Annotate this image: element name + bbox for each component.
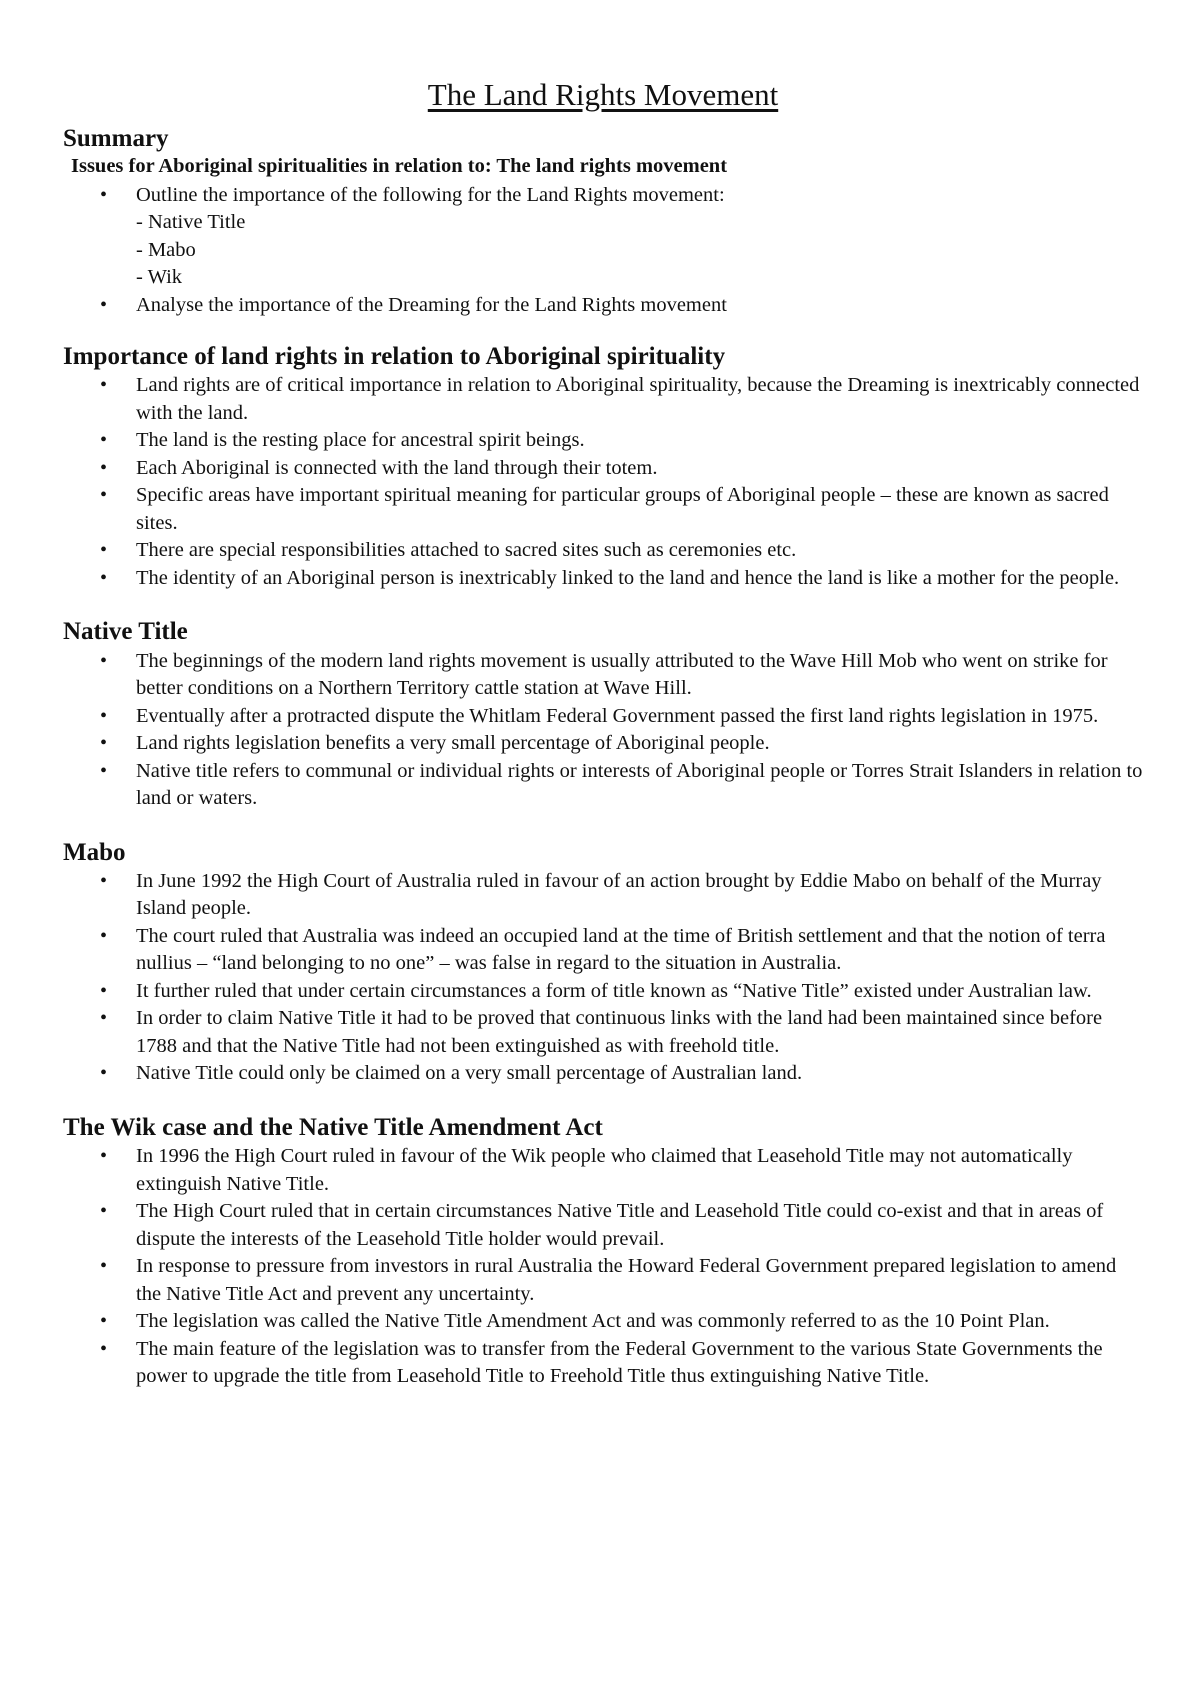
importance-list bbox=[63, 372, 1143, 592]
list-item: • The identity of an Aboriginal person is inextricably linked to the land and hence the land is like a mother for the people. bbox=[136, 565, 1143, 593]
list-item: • There are special responsibilities attached to sacred sites such as ceremonies etc. bbox=[136, 537, 1143, 565]
list-item bbox=[136, 182, 1143, 292]
mabo-list bbox=[63, 868, 1143, 1088]
summary-list bbox=[63, 182, 1143, 320]
list-item: • Specific areas have important spiritual meaning for particular groups of Aboriginal people – these are known as sacred sites. bbox=[136, 482, 1143, 537]
list-item: • The land is the resting place for ancestral spirit beings. bbox=[136, 427, 1143, 455]
list-item: • Native title refers to communal or individual rights or interests of Aboriginal people or Torres Strait Islanders in relation to land or waters. bbox=[136, 758, 1143, 813]
wik-list bbox=[63, 1143, 1143, 1391]
list-item: • In 1996 the High Court ruled in favour of the Wik people who claimed that Leasehold Title may not automatically extinguish Native Title. bbox=[136, 1143, 1143, 1198]
importance-heading: Importance of land rights in relation to Aboriginal spirituality bbox=[63, 343, 726, 371]
list-item: • Analyse the importance of the Dreaming for the Land Rights movement bbox=[136, 292, 1143, 320]
native-title-list bbox=[63, 648, 1143, 813]
list-item: • Land rights legislation benefits a very small percentage of Aboriginal people. bbox=[136, 730, 1143, 758]
list-item: • Eventually after a protracted dispute the Whitlam Federal Government passed the first land rights legislation in 1975. bbox=[136, 703, 1143, 731]
summary-subheading: Issues for Aboriginal spiritualities in relation to: The land rights movement bbox=[71, 155, 728, 177]
summary-subitem: - Mabo bbox=[136, 238, 196, 261]
list-item: • It further ruled that under certain circumstances a form of title known as “Native Title” existed under Australian law. bbox=[136, 978, 1143, 1006]
summary-bullet-text: Outline the importance of the following for the Land Rights movement: bbox=[136, 183, 725, 206]
document-title: The Land Rights Movement bbox=[427, 77, 779, 112]
list-item: • The beginnings of the modern land rights movement is usually attributed to the Wave Hill Mob who went on strike for better conditions on a Northern Territory cattle station at Wave Hill. bbox=[136, 648, 1143, 703]
summary-subitem: - Wik bbox=[136, 266, 183, 289]
mabo-heading: Mabo bbox=[63, 838, 126, 866]
importance-section bbox=[63, 341, 1143, 592]
list-item: • The court ruled that Australia was indeed an occupied land at the time of British settlement and that the notion of terra nullius – “land belonging to no one” – was false in regard to the situation in Australia. bbox=[136, 923, 1143, 978]
list-item: • In response to pressure from investors in rural Australia the Howard Federal Government prepared legislation to amend the Native Title Act and prevent any uncertainty. bbox=[136, 1253, 1143, 1308]
native-title-section bbox=[63, 616, 1143, 812]
list-item: • Land rights are of critical importance in relation to Aboriginal spirituality, because the Dreaming is inextricably connected with the land. bbox=[136, 372, 1143, 427]
list-item: • The main feature of the legislation was to transfer from the Federal Government to the various State Governments the power to upgrade the title from Leasehold Title to Freehold Title thus extinguishing Native Title. bbox=[136, 1336, 1143, 1391]
list-item: • The High Court ruled that in certain circumstances Native Title and Leasehold Title could co-exist and that in areas of dispute the interests of the Leasehold Title holder would prevail. bbox=[136, 1198, 1143, 1253]
list-item: • Native Title could only be claimed on a very small percentage of Australian land. bbox=[136, 1060, 1143, 1088]
mabo-section bbox=[63, 837, 1143, 1088]
wik-heading: The Wik case and the Native Title Amendment Act bbox=[63, 1113, 603, 1141]
native-title-heading: Native Title bbox=[63, 618, 188, 646]
summary-heading: Summary bbox=[63, 124, 169, 152]
list-item: • In order to claim Native Title it had to be proved that continuous links with the land had been maintained since before 1788 and that the Native Title had not been extinguished as with freehold title. bbox=[136, 1005, 1143, 1060]
summary-subitem: - Native Title bbox=[136, 211, 246, 234]
summary-section bbox=[63, 123, 1143, 319]
list-item: • Each Aboriginal is connected with the land through their totem. bbox=[136, 455, 1143, 483]
document-page bbox=[63, 76, 1143, 1391]
list-item: • In June 1992 the High Court of Australia ruled in favour of an action brought by Eddie Mabo on behalf of the Murray Island people. bbox=[136, 868, 1143, 923]
wik-section bbox=[63, 1112, 1143, 1391]
list-item: • The legislation was called the Native Title Amendment Act and was commonly referred to as the 10 Point Plan. bbox=[136, 1308, 1143, 1336]
